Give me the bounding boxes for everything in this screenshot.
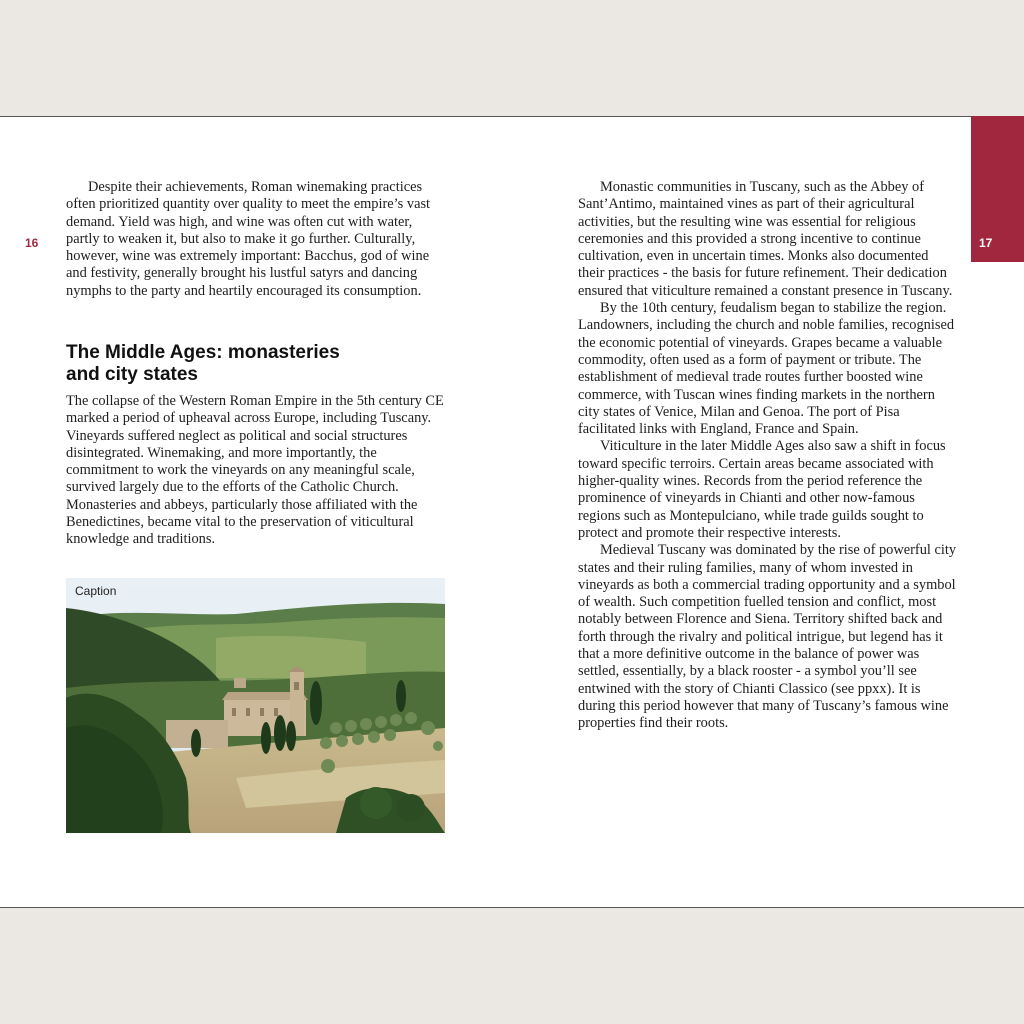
right-body-text: [578, 179, 958, 733]
section-heading: [66, 342, 444, 386]
paragraph: Monastic communities in Tuscany, such as the Abbey of Sant’Antimo, maintained vines as part of their agricultural activities, but the resulting wine was essential for religious ceremonies and this provided a strong incentive to continue cultivation, even in uncertain times. Monks also documented their practices - the basis for future refinement. Their dedication ensured that viticulture remained a constant presence in Tuscany.: [578, 179, 953, 299]
paragraph: Despite their achievements, Roman winemaking practices often prioritized quantity over quality to meet the empire’s vast demand. Yield was high, and wine was often cut with water, partly to weaken it, but also to make it go further. Culturally, however, wine was extremely important: Bacchus, god of wine and festivity, generally brought his lustful satyrs and dancing nymphs to the party and heartily encouraged its consumption.: [66, 179, 431, 299]
left-intro-text: [66, 179, 444, 300]
section-heading-line-2: and city states: [66, 364, 198, 385]
section-heading-line-1: The Middle Ages: monasteries: [66, 342, 340, 363]
paragraph: Medieval Tuscany was dominated by the rise of powerful city states and their ruling families, many of whom invested in vineyards as both a commercial trading opportunity and a symbol of wealth. Such competition fuelled tension and conflict, most notably between Florence and Siena. Territory shifted back and forth through the rivalry and political intrigue, but legend has it that a more definitive outcome in the balance of power was settled, essentially, by a black rooster - a symbol you’ll see entwined with the story of Chianti Classico (see ppxx). It is during this period however that many of Tuscany’s famous wine properties find their roots.: [578, 542, 957, 732]
figure-caption: Caption: [75, 584, 117, 598]
left-body-text: [66, 393, 444, 549]
landscape-image: [66, 578, 445, 833]
paragraph: Viticulture in the later Middle Ages also saw a shift in focus toward specific terroirs. Certain areas became associated with higher-quality wines. Records from the period reference the prominence of vineyards in Chianti and other now-famous regions such as Montepulciano, while trade guilds sought to protect and promote their respective interests.: [578, 438, 946, 541]
paragraph: By the 10th century, feudalism began to stabilize the region. Landowners, including the church and noble families, recognised the economic potential of vineyards. Grapes became a valuable commodity, often used as a form of payment or tribute. The establishment of medieval trade routes further boosted wine commerce, with Tuscan wines finding markets in the northern city states of Venice, Milan and Genoa. The port of Pisa facilitated links with England, France and Spain.: [578, 300, 955, 438]
page-number-right: 17: [979, 236, 993, 250]
paragraph: The collapse of the Western Roman Empire in the 5th century CE marked a period of upheaval across Europe, including Tuscany. Vineyards suffered neglect as political and social structures disintegrated. Winemaking, and more importantly, the commitment to work the vineyards on any meaningful scale, survived largely due to the efforts of the Catholic Church. Monasteries and abbeys, particularly those affiliated with the Benedictines, became vital to the preservation of viticultural knowledge and traditions.: [66, 393, 444, 548]
page-number-left: 16: [25, 236, 39, 250]
abbey-photo: [66, 578, 445, 833]
